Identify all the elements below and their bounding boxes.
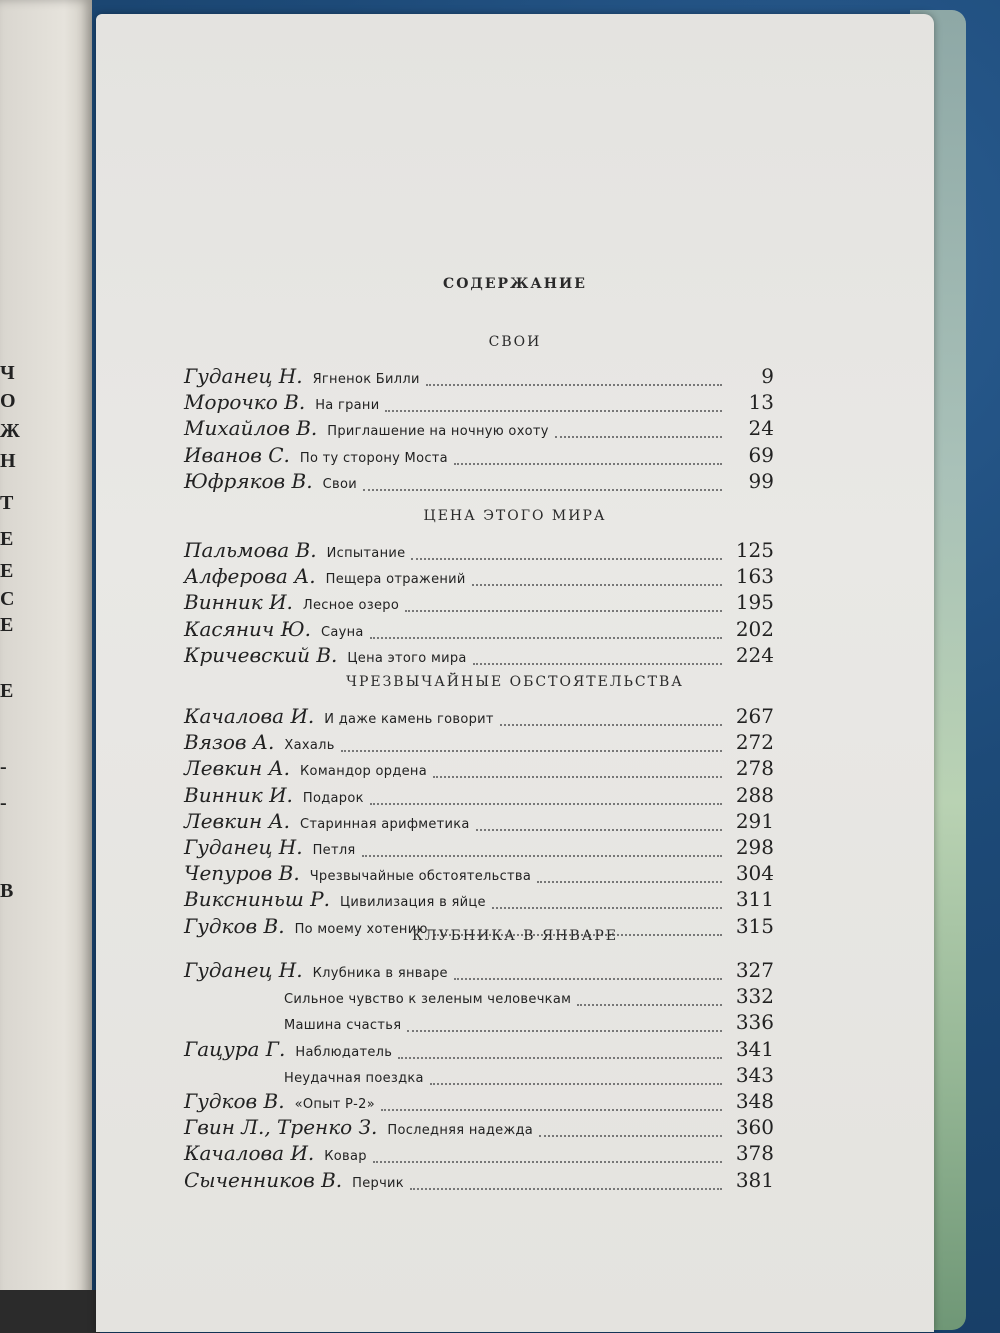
entry-author: Гуданец Н. — [184, 835, 303, 859]
entry-title: Старинная арифметика — [300, 817, 470, 832]
entry-author: Пальмова В. — [184, 538, 317, 562]
dot-leader — [539, 1134, 722, 1137]
entry-author: Морочко В. — [184, 390, 306, 414]
entry-title: Свои — [322, 477, 357, 492]
dot-leader — [411, 557, 722, 560]
toc-entry — [184, 416, 774, 442]
entry-title: Ягненок Билли — [312, 372, 420, 387]
entry-author: Гуданец Н. — [184, 958, 303, 982]
entry-title: И даже камень говорит — [324, 712, 494, 727]
entry-author: Винник И. — [184, 590, 293, 614]
dot-leader — [577, 1003, 722, 1006]
dot-leader — [476, 828, 722, 831]
toc-entry — [184, 704, 774, 730]
toc-entry — [284, 984, 774, 1010]
entry-page-number: 327 — [735, 958, 774, 982]
dot-leader — [555, 435, 722, 438]
entry-page-number: 336 — [735, 1010, 774, 1034]
entry-title: Наблюдатель — [295, 1045, 393, 1060]
entry-page-number: 9 — [761, 364, 774, 388]
dot-leader — [407, 1029, 722, 1032]
entry-author: Левкин А. — [184, 809, 291, 833]
dot-leader — [500, 723, 722, 726]
toc-entry — [184, 1089, 774, 1115]
dot-leader — [426, 383, 722, 386]
entry-author: Гудков В. — [184, 914, 285, 938]
entry-title: Чрезвычайные обстоятельства — [309, 869, 532, 884]
contents-page — [96, 14, 934, 1332]
entry-author: Качалова И. — [184, 704, 315, 728]
dot-leader — [385, 409, 722, 412]
entry-page-number: 291 — [735, 809, 774, 833]
entry-author: Гуданец Н. — [184, 364, 303, 388]
entry-author: Левкин А. — [184, 756, 291, 780]
entry-page-number: 378 — [735, 1141, 774, 1165]
entry-title: Пещера отражений — [325, 572, 466, 587]
toc-entry — [184, 564, 774, 590]
entry-page-number: 195 — [735, 590, 774, 614]
left-page-text-fragment: - — [0, 756, 7, 778]
toc-entry — [184, 958, 774, 984]
toc-entry — [184, 364, 774, 390]
dot-leader — [473, 662, 722, 665]
left-page-text-fragment: Н — [0, 450, 16, 472]
dot-leader — [492, 906, 722, 909]
entry-author: Сыченников В. — [184, 1168, 343, 1192]
entry-page-number: 99 — [748, 469, 774, 493]
toc-entry — [184, 835, 774, 861]
section-heading: ЧРЕЗВЫЧАЙНЫЕ ОБСТОЯТЕЛЬСТВА — [346, 674, 684, 690]
toc-entry — [284, 1010, 774, 1036]
left-page-text-fragment: Е — [0, 614, 14, 636]
entry-title: Петля — [312, 843, 356, 858]
left-page-text-fragment: Ч — [0, 362, 15, 384]
entry-page-number: 202 — [735, 617, 774, 641]
entry-title: Хахаль — [284, 738, 335, 753]
entry-author: Кричевский В. — [184, 643, 338, 667]
entry-page-number: 304 — [735, 861, 774, 885]
entry-title: Испытание — [326, 546, 406, 561]
toc-entry — [184, 809, 774, 835]
contents-title: СОДЕРЖАНИЕ — [443, 276, 587, 292]
entry-title: По моему хотению — [294, 922, 428, 937]
toc-entry — [184, 617, 774, 643]
entry-title: Неудачная поездка — [284, 1071, 424, 1086]
toc-entry — [184, 469, 774, 495]
entry-page-number: 381 — [735, 1168, 774, 1192]
entry-page-number: 69 — [748, 443, 774, 467]
toc-entry — [184, 756, 774, 782]
entry-title: Перчик — [352, 1176, 404, 1191]
dot-leader — [370, 636, 722, 639]
entry-title: По ту сторону Моста — [299, 451, 448, 466]
entry-page-number: 267 — [735, 704, 774, 728]
entry-title: Последняя надежда — [387, 1123, 534, 1138]
dot-leader — [405, 609, 722, 612]
entry-page-number: 24 — [748, 416, 774, 440]
dot-leader — [454, 462, 722, 465]
toc-entry — [184, 590, 774, 616]
entry-author: Иванов С. — [184, 443, 290, 467]
entry-page-number: 125 — [735, 538, 774, 562]
entry-page-number: 315 — [735, 914, 774, 938]
left-page-shadow — [0, 1290, 100, 1333]
entry-author: Винник И. — [184, 783, 293, 807]
dot-leader — [370, 802, 722, 805]
entry-title: «Опыт Р-2» — [294, 1097, 375, 1112]
section-heading: ЦЕНА ЭТОГО МИРА — [423, 508, 607, 524]
dot-leader — [472, 583, 722, 586]
entry-page-number: 224 — [735, 643, 774, 667]
left-facing-page — [0, 0, 92, 1333]
entry-author: Алферова А. — [184, 564, 316, 588]
dot-leader — [381, 1108, 722, 1111]
dot-leader — [398, 1056, 722, 1059]
dot-leader — [373, 1160, 722, 1163]
left-page-text-fragment: О — [0, 390, 16, 412]
entry-title: На грани — [315, 398, 380, 413]
left-page-text-fragment: Т — [0, 492, 14, 514]
toc-entry — [184, 390, 774, 416]
toc-entry — [184, 730, 774, 756]
entry-author: Гацура Г. — [184, 1037, 286, 1061]
left-page-text-fragment: Е — [0, 560, 14, 582]
entry-title: Командор ордена — [300, 764, 427, 779]
section-heading: КЛУБНИКА В ЯНВАРЕ — [411, 928, 618, 944]
toc-entry — [184, 643, 774, 669]
entry-page-number: 163 — [735, 564, 774, 588]
left-page-text-fragment: Е — [0, 528, 14, 550]
toc-entry — [184, 1115, 774, 1141]
toc-entry — [184, 887, 774, 913]
toc-entry — [284, 1063, 774, 1089]
left-page-text-fragment: Ж — [0, 420, 20, 442]
entry-author: Михайлов В. — [184, 416, 318, 440]
toc-entry — [184, 1037, 774, 1063]
entry-author: Чепуров В. — [184, 861, 300, 885]
entry-author: Виксниньш Р. — [184, 887, 330, 911]
entry-author: Гвин Л., Тренко З. — [184, 1115, 378, 1139]
entry-page-number: 311 — [735, 887, 774, 911]
entry-title: Ковар — [324, 1149, 367, 1164]
entry-page-number: 298 — [735, 835, 774, 859]
left-page-text-fragment: - — [0, 792, 7, 814]
entry-page-number: 272 — [735, 730, 774, 754]
left-page-text-fragment: В — [0, 880, 14, 902]
entry-title: Машина счастья — [284, 1018, 402, 1033]
entry-title: Цивилизация в яйце — [339, 895, 486, 910]
entry-title: Клубника в январе — [312, 966, 448, 981]
entry-page-number: 348 — [735, 1089, 774, 1113]
entry-page-number: 332 — [735, 984, 774, 1008]
entry-title: Подарок — [302, 791, 364, 806]
left-page-text-fragment: Е — [0, 680, 14, 702]
dot-leader — [433, 775, 722, 778]
toc-entry — [184, 538, 774, 564]
entry-title: Сауна — [320, 625, 364, 640]
dot-leader — [362, 854, 722, 857]
dot-leader — [430, 1082, 722, 1085]
entry-page-number: 341 — [735, 1037, 774, 1061]
entry-page-number: 343 — [735, 1063, 774, 1087]
dot-leader — [363, 488, 722, 491]
entry-page-number: 360 — [735, 1115, 774, 1139]
entry-title: Цена этого мира — [347, 651, 467, 666]
toc-entry — [184, 1141, 774, 1167]
section-heading: СВОИ — [488, 334, 542, 350]
entry-page-number: 13 — [748, 390, 774, 414]
dot-leader — [537, 880, 722, 883]
dot-leader — [454, 977, 722, 980]
entry-title: Лесное озеро — [302, 598, 400, 613]
toc-entry — [184, 1168, 774, 1194]
toc-entry — [184, 443, 774, 469]
entry-author: Касянич Ю. — [184, 617, 311, 641]
dot-leader — [410, 1187, 722, 1190]
entry-title: Приглашение на ночную охоту — [327, 424, 549, 439]
entry-page-number: 288 — [735, 783, 774, 807]
entry-author: Качалова И. — [184, 1141, 315, 1165]
entry-author: Юфряков В. — [184, 469, 313, 493]
entry-author: Гудков В. — [184, 1089, 285, 1113]
toc-entry — [184, 783, 774, 809]
entry-author: Вязов А. — [184, 730, 275, 754]
entry-title: Сильное чувство к зеленым человечкам — [284, 992, 572, 1007]
left-page-text-fragment: С — [0, 588, 15, 610]
toc-entry — [184, 861, 774, 887]
entry-page-number: 278 — [735, 756, 774, 780]
dot-leader — [341, 749, 722, 752]
